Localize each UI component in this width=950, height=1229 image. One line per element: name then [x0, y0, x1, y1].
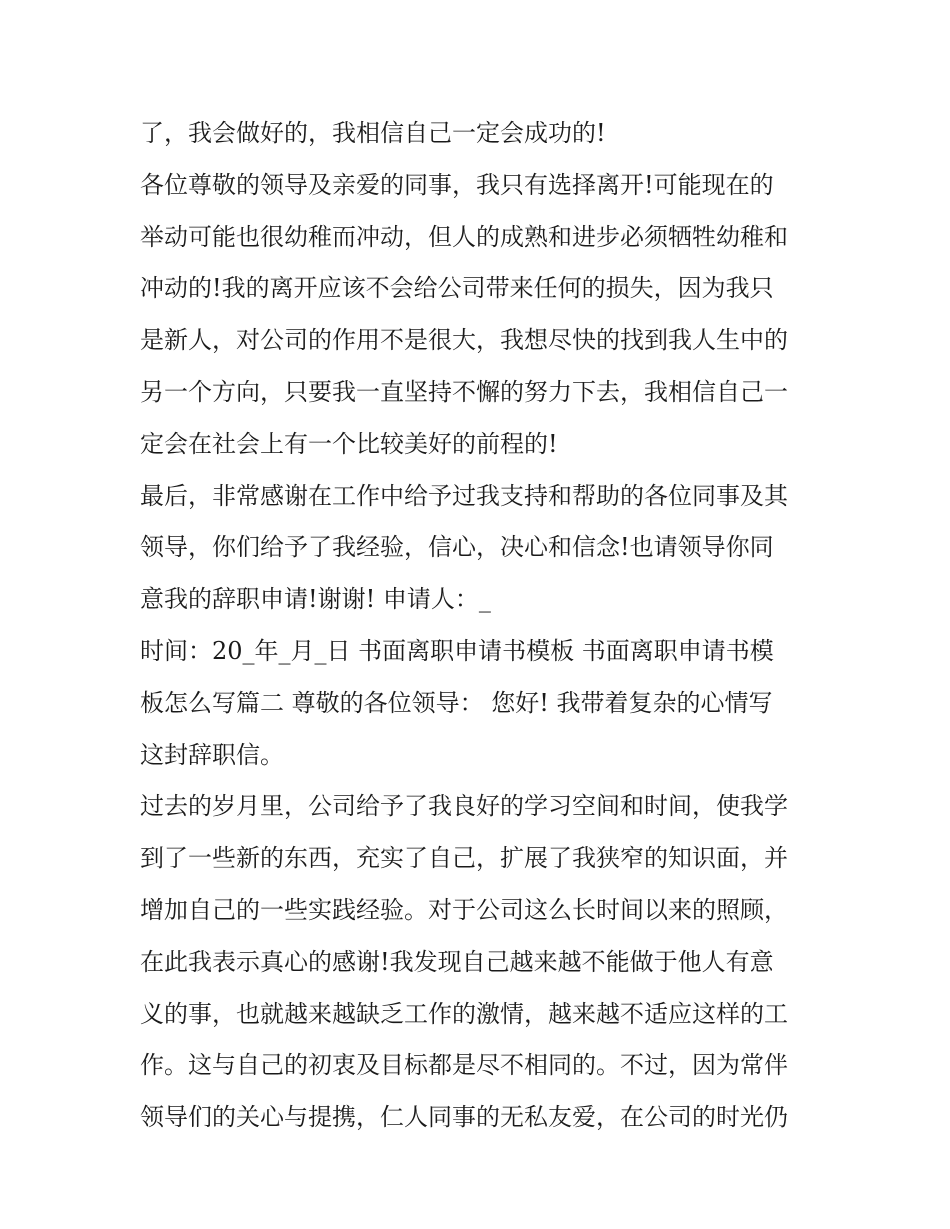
text-line: 在此我表示真心的感谢!我发现自己越来越不能做于他人有意: [140, 947, 774, 976]
document-body: [140, 108, 820, 1144]
text-line: 义的事，也就越来越缺乏工作的激情，越来越不适应这样的工: [140, 999, 788, 1028]
text-line: 冲动的!我的离开应该不会给公司带来任何的损失，因为我只: [140, 274, 774, 303]
text-line: 另一个方向，只要我一直坚持不懈的努力下去，我相信自己一: [140, 377, 788, 406]
text-line: 最后，非常感谢在工作中给予过我支持和帮助的各位同事及其: [140, 481, 788, 510]
text-line: 时间：20_年_月_日 书面离职申请书模板 书面离职申请书模: [140, 636, 774, 665]
text-line: 定会在社会上有一个比较美好的前程的!: [140, 429, 558, 458]
text-line: 举动可能也很幼稚而冲动，但人的成熟和进步必须牺牲幼稚和: [140, 222, 788, 251]
text-line: 领导，你们给予了我经验，信心，决心和信念!也请领导你同: [140, 533, 774, 562]
text-line: 各位尊敬的领导及亲爱的同事，我只有选择离开!可能现在的: [140, 170, 774, 199]
text-line: 到了一些新的东西，充实了自己，扩展了我狭窄的知识面，并: [140, 844, 788, 873]
text-line: 了，我会做好的，我相信自己一定会成功的!: [140, 119, 606, 147]
text-line: 增加自己的一些实践经验。对于公司这么长时间以来的照顾，: [140, 895, 788, 924]
text-line: 过去的岁月里，公司给予了我良好的学习空间和时间，使我学: [140, 792, 788, 821]
text-line: 这封辞职信。: [140, 740, 284, 769]
text-line: 领导们的关心与提携，仁人同事的无私友爱，在公司的时光仍: [140, 1103, 788, 1132]
text-line: 作。这与自己的初衷及目标都是尽不相同的。不过，因为常伴: [140, 1051, 788, 1080]
text-line: 板怎么写篇二 尊敬的各位领导： 您好! 我带着复杂的心情写: [140, 688, 773, 717]
text-line: 意我的辞职申请!谢谢! 申请人：_: [140, 585, 491, 614]
text-line: 是新人，对公司的作用不是很大，我想尽快的找到我人生中的: [140, 326, 788, 355]
